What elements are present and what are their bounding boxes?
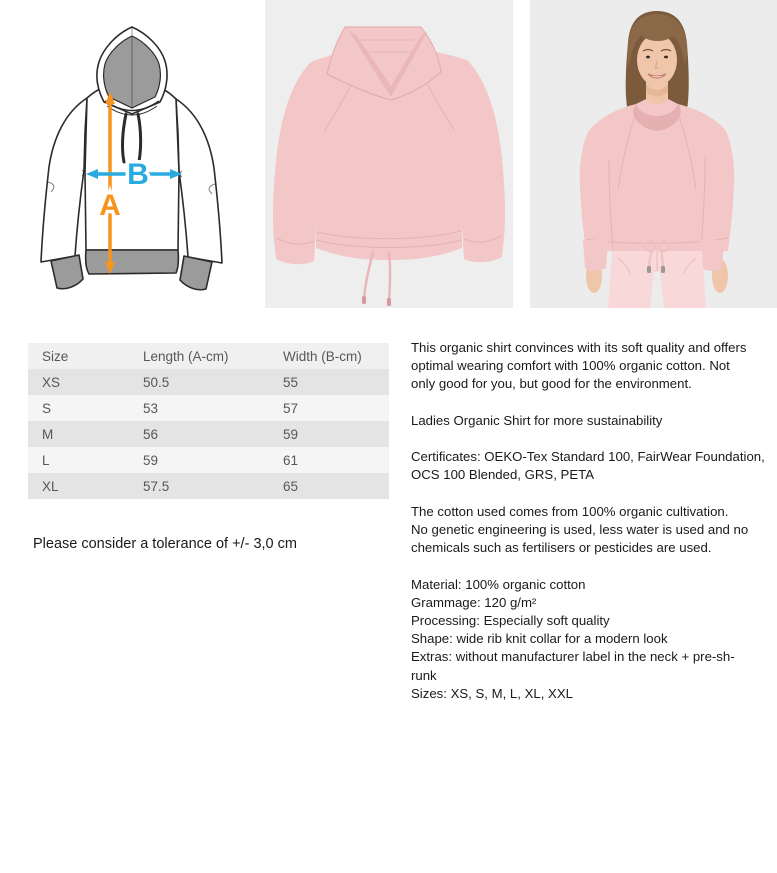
description-line bbox=[411, 485, 741, 503]
table-row bbox=[28, 421, 389, 447]
description-line: runk bbox=[411, 667, 437, 683]
table-row bbox=[28, 369, 389, 395]
size-cell: XS bbox=[42, 374, 61, 390]
table-row bbox=[28, 395, 389, 421]
width-cell: 55 bbox=[283, 374, 299, 390]
header-size: Size bbox=[42, 348, 69, 364]
tolerance-note: Please consider a tolerance of +/- 3,0 cm bbox=[33, 536, 297, 552]
description-line bbox=[411, 557, 741, 575]
description-line: Extras: without manufacturer label in the neck + pre-sh- bbox=[411, 649, 735, 665]
hoodie-waistband bbox=[86, 250, 179, 274]
description-line: optimal wearing comfort with 100% organic cotton. Not bbox=[411, 358, 730, 374]
width-label-b: B bbox=[127, 158, 149, 191]
header-length: Length (A-cm) bbox=[143, 348, 229, 364]
size-diagram bbox=[22, 12, 234, 304]
table-row bbox=[28, 473, 389, 499]
size-cell: S bbox=[42, 400, 52, 416]
length-cell: 57.5 bbox=[143, 478, 170, 494]
size-table bbox=[28, 343, 389, 499]
size-cell: L bbox=[42, 452, 50, 468]
length-label-a: A bbox=[99, 189, 121, 222]
description-line: Ladies Organic Shirt for more sustainability bbox=[411, 412, 663, 428]
description-line: Shape: wide rib knit collar for a modern look bbox=[411, 631, 668, 647]
description-line: chemicals such as fertilisers or pesticides are used. bbox=[411, 540, 712, 556]
table-row bbox=[28, 447, 389, 473]
description-line: Certificates: OEKO-Tex Standard 100, FairWear Foundation, bbox=[411, 449, 765, 465]
length-cell: 59 bbox=[143, 452, 159, 468]
description-line: The cotton used comes from 100% organic cultivation. bbox=[411, 503, 729, 519]
header-width: Width (B-cm) bbox=[283, 348, 362, 364]
product-photo-flat bbox=[265, 0, 513, 308]
description-line: Grammage: 120 g/m² bbox=[411, 594, 537, 610]
table-body bbox=[28, 369, 389, 499]
description-line bbox=[411, 394, 741, 412]
description-line: only good for you, but good for the environment. bbox=[411, 376, 692, 392]
product-photo-model bbox=[530, 0, 777, 308]
table-header bbox=[28, 343, 389, 369]
length-cell: 53 bbox=[143, 400, 159, 416]
size-cell: XL bbox=[42, 478, 59, 494]
description-line: Processing: Especially soft quality bbox=[411, 613, 610, 629]
description-line bbox=[411, 430, 741, 448]
width-cell: 65 bbox=[283, 478, 299, 494]
description-line: Sizes: XS, S, M, L, XL, XXL bbox=[411, 685, 573, 701]
description-line: Material: 100% organic cotton bbox=[411, 576, 586, 592]
width-cell: 57 bbox=[283, 400, 299, 416]
description-line: OCS 100 Blended, GRS, PETA bbox=[411, 467, 595, 483]
width-cell: 61 bbox=[283, 452, 299, 468]
length-cell: 56 bbox=[143, 426, 159, 442]
description-line: No genetic engineering is used, less water is used and no bbox=[411, 522, 749, 538]
width-cell: 59 bbox=[283, 426, 299, 442]
product-description bbox=[411, 339, 765, 703]
size-cell: M bbox=[42, 426, 54, 442]
length-cell: 50.5 bbox=[143, 374, 170, 390]
description-line: This organic shirt convinces with its soft quality and offers bbox=[411, 340, 747, 355]
